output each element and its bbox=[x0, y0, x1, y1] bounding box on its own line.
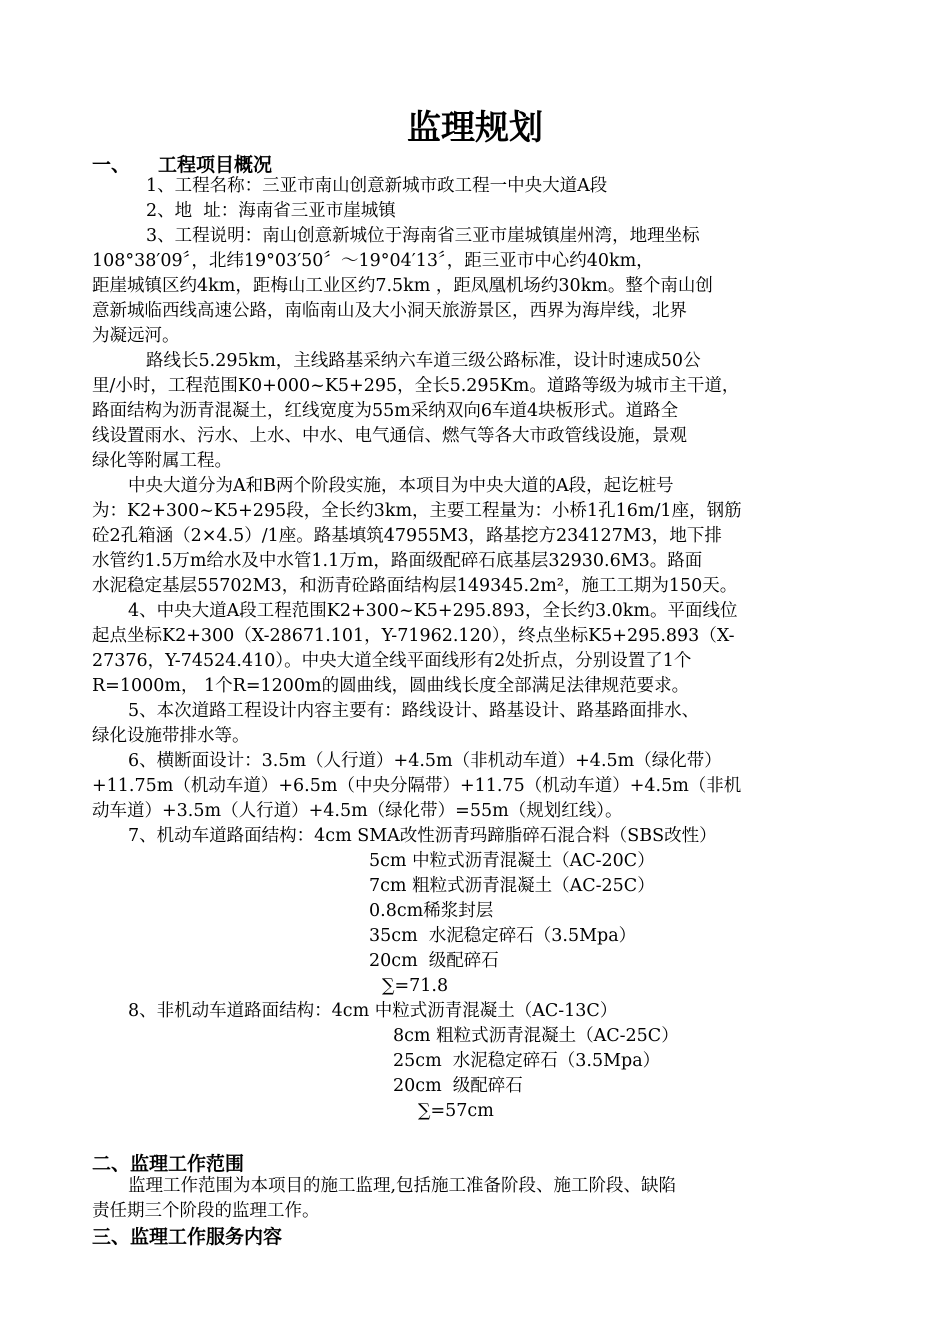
text-line: 水泥稳定基层55702M3，和沥青砼路面结构层149345.2m²，施工工期为150天。 bbox=[92, 576, 738, 596]
text-line: 责任期三个阶段的监理工作。 bbox=[92, 1201, 320, 1221]
pavement-layer: 7cm 粗粒式沥青混凝土（AC-25C） bbox=[369, 876, 655, 896]
text-line: 砼2孔箱涵（2×4.5）/1座。路基填筑47955M3，路基挖方234127M3，地下排 bbox=[92, 526, 722, 546]
section-3-heading: 三、监理工作服务内容 bbox=[92, 1226, 283, 1248]
pavement-layer: 20cm 级配碎石 bbox=[393, 1076, 523, 1096]
text-line: 起点坐标K2+300（X-28671.101，Y-71962.120），终点坐标K5+295.893（X- bbox=[92, 626, 735, 646]
section-2-heading: 二、监理工作范围 bbox=[92, 1153, 245, 1175]
text-line: 动车道）+3.5m（人行道）+4.5m（绿化带）=55m（规划红线）。 bbox=[92, 801, 623, 821]
text-line: 线设置雨水、污水、上水、中水、电气通信、燃气等各大市政管线设施，景观 bbox=[92, 426, 687, 446]
pavement-layer: 0.8cm稀浆封层 bbox=[369, 901, 494, 921]
pavement-layer: 8cm 粗粒式沥青混凝土（AC-25C） bbox=[393, 1026, 679, 1046]
text-line: 108°38′09〞，北纬19°03′50〞～19°04′13〞，距三亚市中心约40km， bbox=[92, 251, 654, 271]
text-line: 监理工作范围为本项目的施工监理,包括施工准备阶段、施工阶段、缺陷 bbox=[128, 1176, 677, 1196]
text-line: 1、工程名称：三亚市南山创意新城市政工程一中央大道A段 bbox=[146, 176, 608, 196]
section-1-number: 一、 bbox=[92, 154, 131, 176]
pavement-total: ∑=57cm bbox=[418, 1101, 494, 1121]
text-line: 3、工程说明：南山创意新城位于海南省三亚市崖城镇崖州湾，地理坐标 bbox=[146, 226, 700, 246]
pavement-layer: 5cm 中粒式沥青混凝土（AC-20C） bbox=[369, 851, 655, 871]
text-line: R=1000m， 1个R=1200m的圆曲线，圆曲线长度全部满足法律规范要求。 bbox=[92, 676, 690, 696]
text-line: 中央大道分为A和B两个阶段实施，本项目为中央大道的A段，起讫桩号 bbox=[128, 476, 674, 496]
pavement-layer: 20cm 级配碎石 bbox=[369, 951, 499, 971]
page-title: 监理规划 bbox=[407, 108, 543, 148]
text-line: 路面结构为沥青混凝土，红线宽度为55m采纳双向6车道4块板形式。道路全 bbox=[92, 401, 679, 421]
text-line: 路线长5.295km，主线路基采纳六车道三级公路标准，设计时速成50公 bbox=[146, 351, 701, 371]
text-line: 绿化等附属工程。 bbox=[92, 451, 232, 471]
pavement-total: ∑=71.8 bbox=[382, 976, 449, 996]
text-line: 27376，Y-74524.410）。中央大道全线平面线形有2处折点，分别设置了1个 bbox=[92, 651, 692, 671]
text-line: +11.75m（机动车道）+6.5m（中央分隔带）+11.75（机动车道）+4.5m（非机 bbox=[92, 776, 742, 796]
pavement-structure-nonmotor-line: 8、非机动车道路面结构：4cm 中粒式沥青混凝土（AC-13C） bbox=[128, 1001, 618, 1021]
pavement-layer: 35cm 水泥稳定碎石（3.5Mpa） bbox=[369, 926, 637, 946]
text-line: 为凝远河。 bbox=[92, 326, 180, 346]
text-line: 4、中央大道A段工程范围K2+300~K5+295.893，全长约3.0km。平面线位 bbox=[128, 601, 738, 621]
text-line: 5、本次道路工程设计内容主要有：路线设计、路基设计、路基路面排水、 bbox=[128, 701, 700, 721]
section-1-heading: 工程项目概况 bbox=[158, 154, 273, 176]
text-line: 为：K2+300~K5+295段，全长约3km，主要工程量为：小桥1孔16m/1座，钢筋 bbox=[92, 501, 742, 521]
text-line: 水管约1.5万m给水及中水管1.1万m，路面级配碎石底基层32930.6M3。路面 bbox=[92, 551, 703, 571]
text-line: 6、横断面设计：3.5m（人行道）+4.5m（非机动车道）+4.5m（绿化带） bbox=[128, 751, 722, 771]
pavement-layer: 25cm 水泥稳定碎石（3.5Mpa） bbox=[393, 1051, 661, 1071]
text-line: 距崖城镇区约4km，距梅山工业区约7.5km ，距凤凰机场约30km。整个南山创 bbox=[92, 276, 713, 296]
text-line: 2、地 址：海南省三亚市崖城镇 bbox=[146, 201, 396, 221]
text-line: 意新城临西线高速公路，南临南山及大小洞天旅游景区，西界为海岸线，北界 bbox=[92, 301, 687, 321]
text-line: 里/小时，工程范围K0+000~K5+295，全长5.295Km。道路等级为城市主干道， bbox=[92, 376, 740, 396]
text-line: 绿化设施带排水等。 bbox=[92, 726, 250, 746]
pavement-structure-motor-line: 7、机动车道路面结构：4cm SMA改性沥青玛蹄脂碎石混合料（SBS改性） bbox=[128, 826, 717, 846]
